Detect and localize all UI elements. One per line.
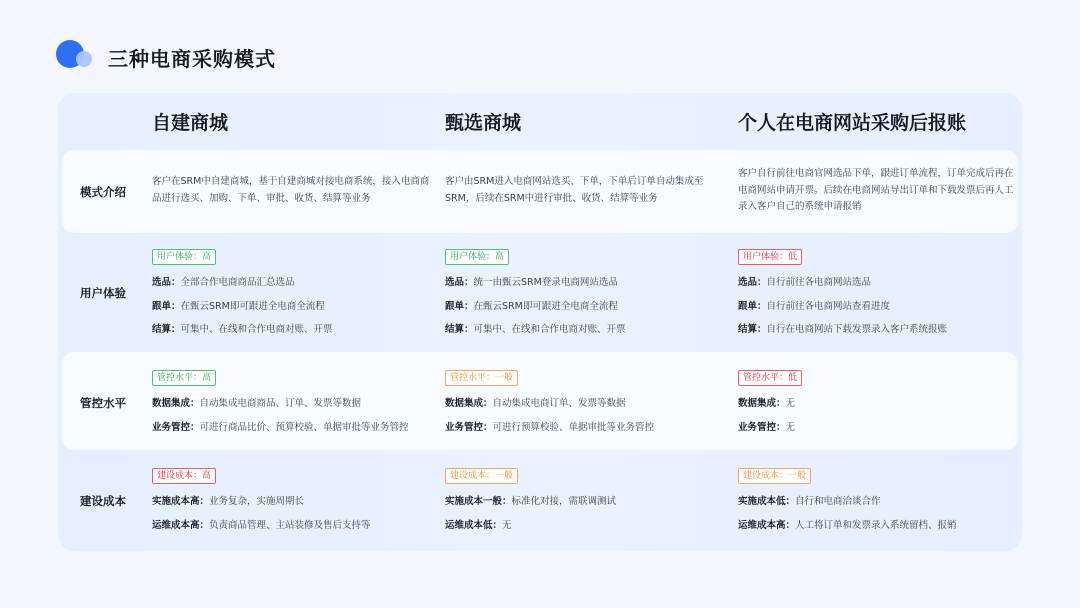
list-item: 运维成本高：负责商品管理、主站装修及售后支持等 bbox=[152, 520, 371, 531]
column-header-self-built: 自建商城 bbox=[152, 112, 229, 134]
list-item: 数据集成：无 bbox=[738, 398, 796, 409]
row-label-mode-intro: 模式介绍 bbox=[80, 185, 126, 199]
list-item: 业务管控：可进行商品比价、预算校验、单据审批等业务管控 bbox=[152, 422, 409, 433]
list-item: 业务管控：无 bbox=[738, 422, 796, 433]
mode-intro-curated: 客户由SRM进入电商网站选买、下单，下单后订单自动集成至SRM，后续在SRM中进行审批、收货、结算等业务 bbox=[445, 176, 704, 204]
status-badge: 用户体验：高 bbox=[152, 249, 216, 265]
row-label-user-experience: 用户体验 bbox=[80, 286, 126, 300]
list-item: 结算：可集中、在线和合作电商对账、开票 bbox=[445, 324, 626, 335]
row-label-control-level: 管控水平 bbox=[80, 396, 126, 410]
status-badge: 建设成本：高 bbox=[152, 468, 216, 484]
list-item: 数据集成：自动集成电商订单、发票等数据 bbox=[445, 398, 626, 409]
list-item: 实施成本高：业务复杂，实施周期长 bbox=[152, 496, 305, 507]
list-item: 跟单：在甄云SRM即可跟进全电商全流程 bbox=[152, 301, 325, 312]
column-header-curated: 甄选商城 bbox=[445, 112, 522, 134]
list-item: 数据集成：自动集成电商商品、订单、发票等数据 bbox=[152, 398, 362, 409]
status-badge: 用户体验：低 bbox=[738, 249, 802, 265]
list-item: 跟单：自行前往各电商网站查看进度 bbox=[738, 301, 891, 312]
list-item: 实施成本低：自行和电商洽谈合作 bbox=[738, 496, 881, 507]
list-item: 跟单：在甄云SRM即可跟进全电商全流程 bbox=[445, 301, 618, 312]
status-badge: 建设成本：一般 bbox=[738, 468, 811, 484]
mode-intro-personal: 客户自行前往电商官网选品下单，跟进订单流程，订单完成后再在电商网站申请开票。后续在电商网站导出订单和下载发票后再人工录入客户自己的系统申请报销 bbox=[738, 168, 1014, 213]
column-header-personal: 个人在电商网站采购后报账 bbox=[738, 112, 967, 134]
status-badge: 管控水平：一般 bbox=[445, 370, 518, 386]
row-label-build-cost: 建设成本 bbox=[80, 494, 126, 508]
list-item: 选品：统一由甄云SRM登录电商网站选品 bbox=[445, 277, 618, 288]
list-item: 实施成本一般：标准化对接，需联调测试 bbox=[445, 496, 617, 507]
list-item: 业务管控：可进行预算校验、单据审批等业务管控 bbox=[445, 422, 655, 433]
status-badge: 建设成本：一般 bbox=[445, 468, 518, 484]
list-item: 选品：全部合作电商商品汇总选品 bbox=[152, 277, 295, 288]
page-title: 三种电商采购模式 bbox=[108, 47, 276, 71]
mode-intro-self-built: 客户在SRM中自建商城，基于自建商城对接电商系统，接入电商商品进行选买、加购、下单、审批、收货、结算等业务 bbox=[152, 176, 430, 204]
list-item: 运维成本高：人工将订单和发票录入系统留档、报销 bbox=[738, 520, 957, 531]
status-badge: 管控水平：高 bbox=[152, 370, 216, 386]
status-badge: 管控水平：低 bbox=[738, 370, 802, 386]
list-item: 结算：可集中、在线和合作电商对账、开票 bbox=[152, 324, 333, 335]
status-badge: 用户体验：高 bbox=[445, 249, 509, 265]
logo-dots-icon bbox=[56, 40, 100, 70]
list-item: 选品：自行前往各电商网站选品 bbox=[738, 277, 872, 288]
list-item: 运维成本低：无 bbox=[445, 520, 512, 531]
list-item: 结算：自行在电商网站下载发票录入客户系统报账 bbox=[738, 324, 948, 335]
